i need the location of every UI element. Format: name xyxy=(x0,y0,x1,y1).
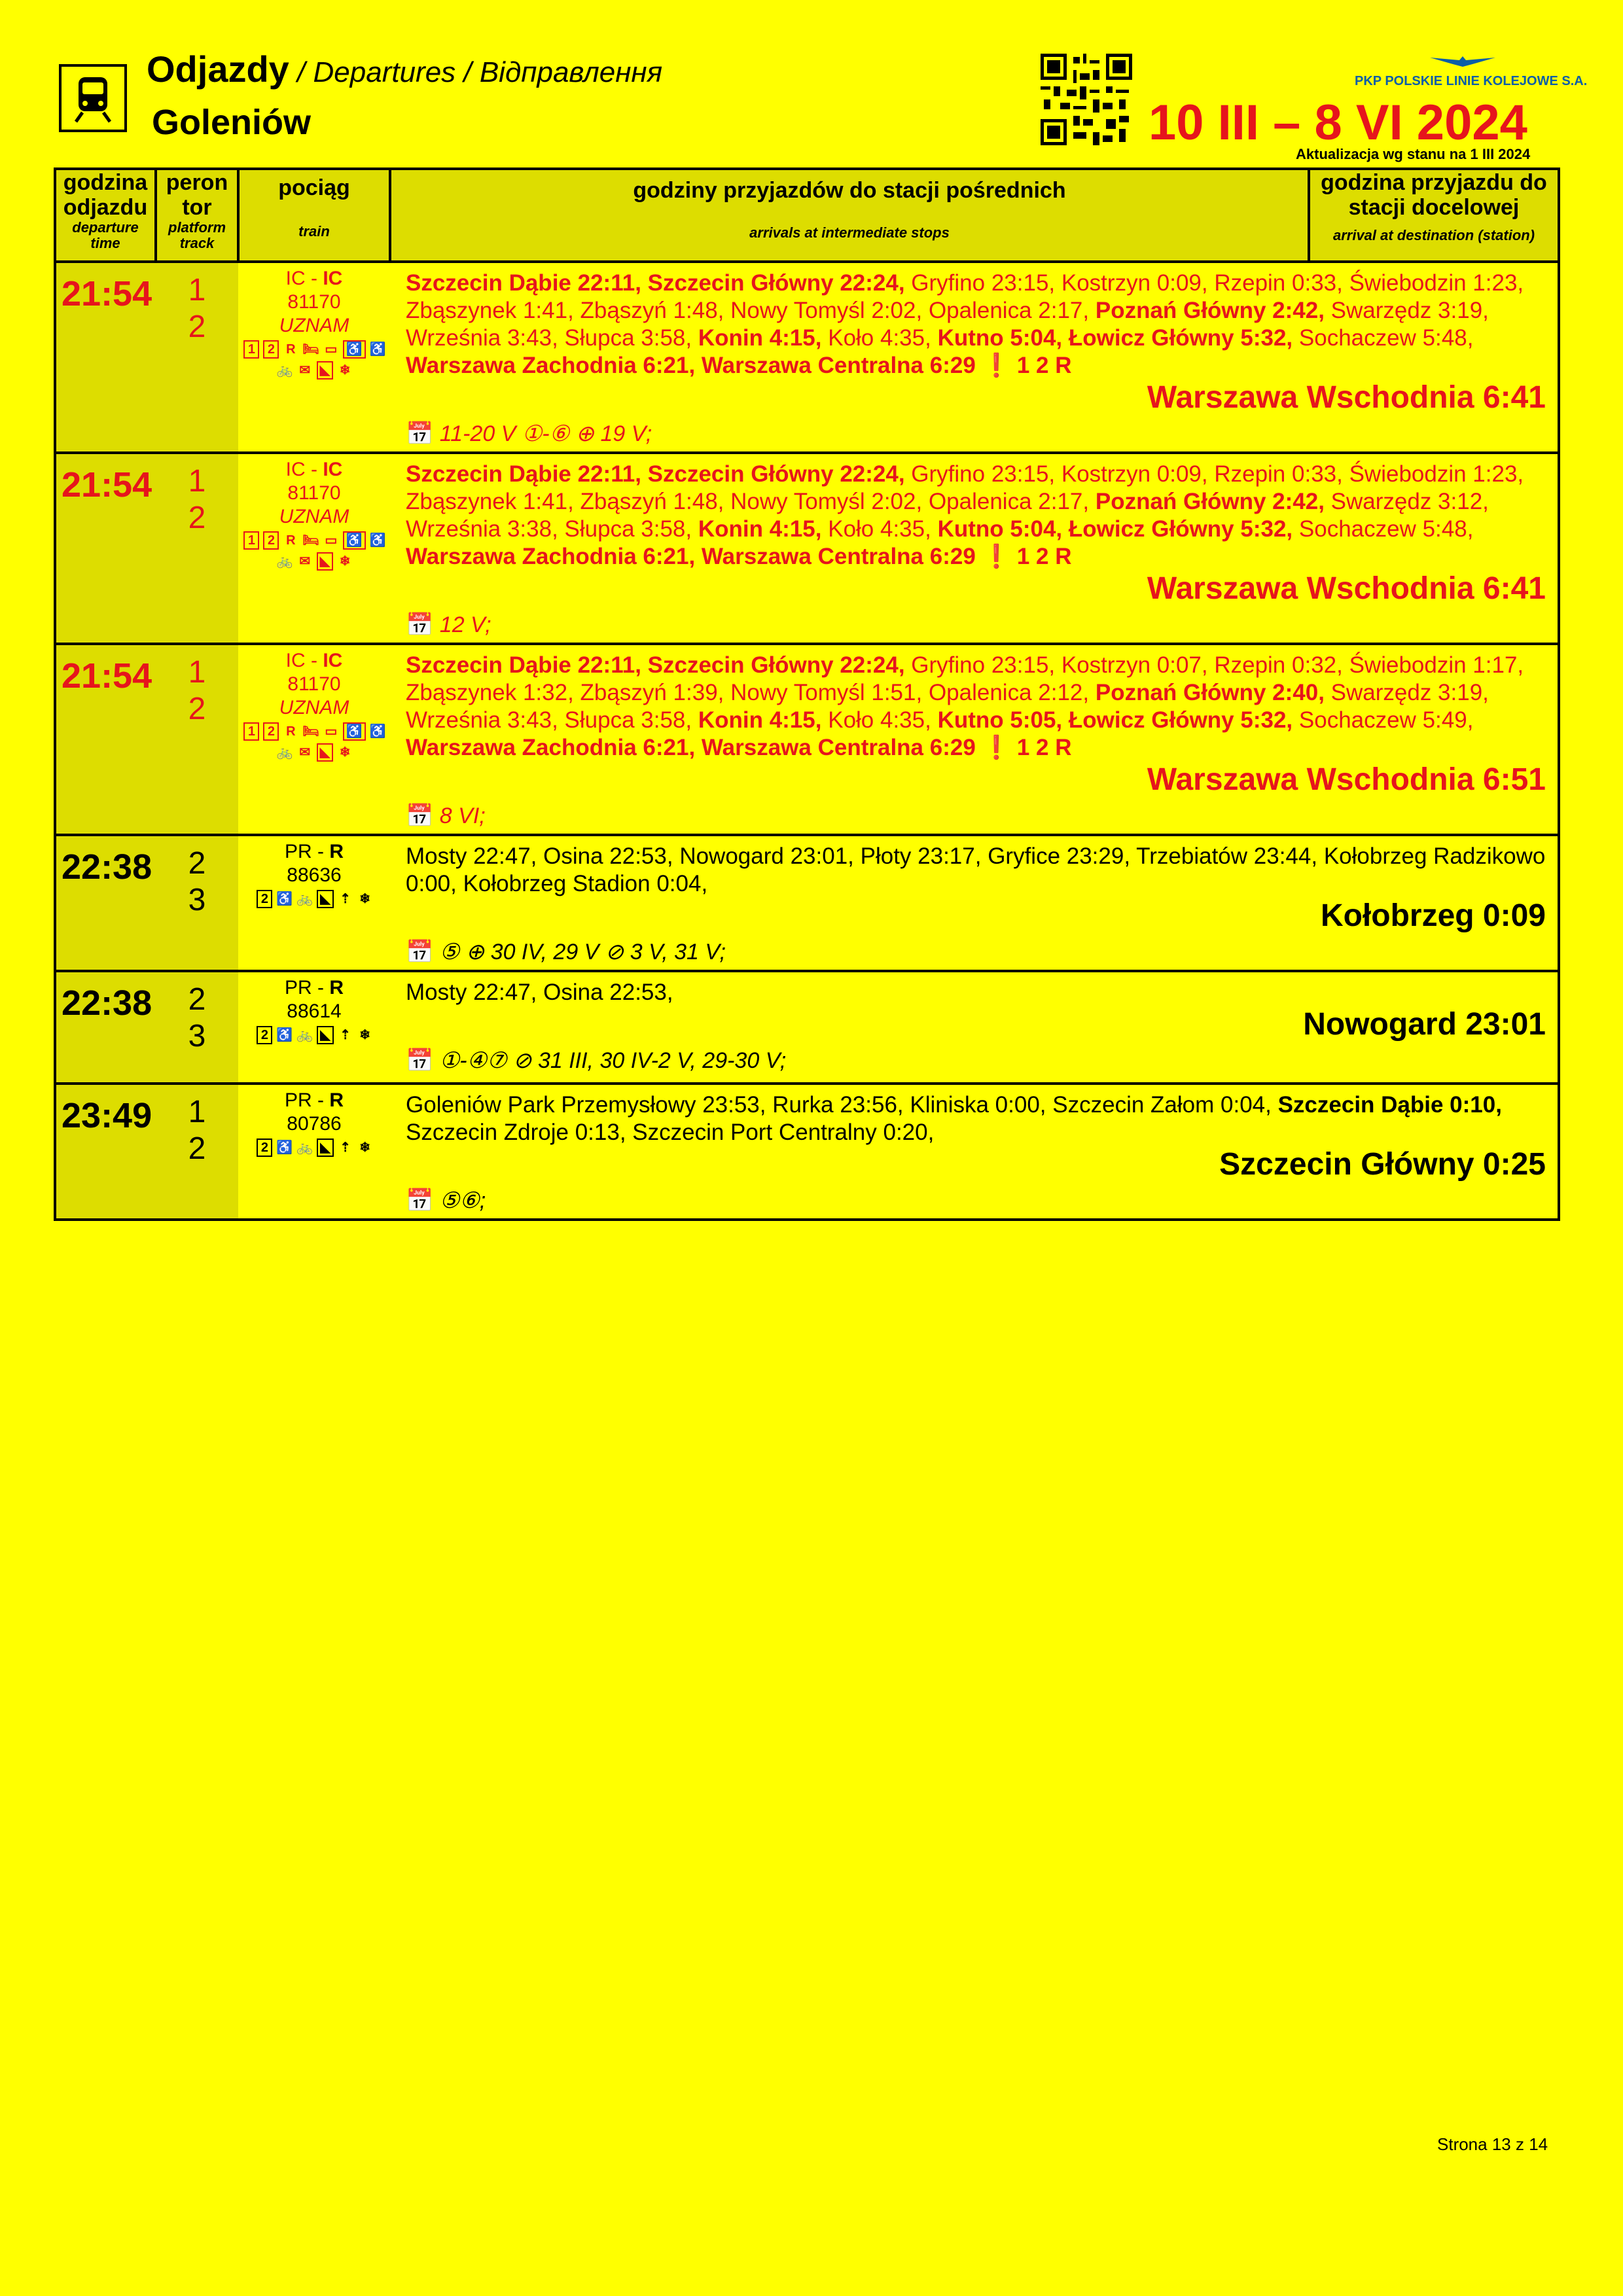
intermediate-stops: Mosty 22:47, Osina 22:53, xyxy=(406,980,673,1005)
class-2-icon: 2 xyxy=(263,722,279,741)
couchette-icon: ▭ xyxy=(325,724,338,739)
air-conditioning-icon: ❄ xyxy=(339,745,351,760)
qr-code-icon[interactable] xyxy=(1041,54,1132,145)
train-info xyxy=(238,835,390,971)
lift-icon: ⇡ xyxy=(340,1028,351,1042)
title-polish: Odjazdy xyxy=(147,48,289,90)
col-time-sub: departure time xyxy=(72,219,139,251)
departures-table xyxy=(54,168,1560,1221)
train-amenities xyxy=(238,1023,390,1050)
calendar-icon: 📅 xyxy=(406,1188,434,1213)
bicycle-icon: 🚲 xyxy=(276,363,293,378)
stops-cell xyxy=(390,262,1559,453)
track-number: 3 xyxy=(188,1019,206,1053)
calendar-icon: 📅 xyxy=(406,1048,434,1073)
track-number: 3 xyxy=(188,883,206,917)
train-name: UZNAM xyxy=(279,506,349,527)
destination-arrival: Warszawa Wschodnia 6:41 xyxy=(1147,380,1546,415)
col-train-label: pociąg xyxy=(278,175,350,200)
train-info xyxy=(238,453,390,644)
train-number: 88614 xyxy=(287,1000,342,1022)
wheelchair-icon: ♿ xyxy=(369,724,386,739)
platform-number: 2 xyxy=(188,982,206,1017)
col-departure-time xyxy=(55,169,156,262)
update-note: Aktualizacja wg stanu na 1 III 2024 xyxy=(1296,146,1531,162)
destination-arrival: Warszawa Wschodnia 6:51 xyxy=(1147,762,1546,797)
intermediate-stops: Szczecin Dąbie 22:11, Szczecin Główny 22:24, Gryfino 23:15, Kostrzyn 0:09, Rzepin 0:33, Świebodzin 1:23, Zbąszynek 1:41, Zbąszyń 1:48, Nowy Tomyśl 2:02, Opalenica 2:17, Poznań Główny 2:42, Swarzędz 3:19, Września 3:43, Słupca 3:58, Konin 4:15, Koło 4:35, Kutno 5:04, Łowicz Główny 5:32, Sochaczew 5:48, Warszawa Zachodnia 6:21, Warszawa Centralna 6:29 ❗ 1 2 R xyxy=(406,270,1524,378)
destination-arrival: Nowogard 23:01 xyxy=(1303,1007,1546,1042)
departure-time: 22:38 xyxy=(55,971,156,1084)
mail-icon: ✉ xyxy=(299,363,311,378)
stops-cell xyxy=(390,971,1559,1084)
train-number: 80786 xyxy=(287,1113,342,1135)
reservation-icon: R xyxy=(286,342,296,357)
sleeper-icon: 🛏 xyxy=(302,533,319,548)
platform-number: 1 xyxy=(188,655,206,690)
train-number: 81170 xyxy=(287,482,341,504)
running-days xyxy=(406,611,1546,639)
train-name: UZNAM xyxy=(279,315,349,336)
departure-time: 21:54 xyxy=(55,644,156,835)
class-2-icon: 2 xyxy=(263,340,279,359)
class-2-icon: 2 xyxy=(257,1139,272,1157)
intermediate-stops: Szczecin Dąbie 22:11, Szczecin Główny 22:24, Gryfino 23:15, Kostrzyn 0:07, Rzepin 0:32, Świebodzin 1:17, Zbąszynek 1:32, Zbąszyń 1:39, Nowy Tomyśl 1:51, Opalenica 2:12, Poznań Główny 2:40, Swarzędz 3:19, Września 3:43, Słupca 3:58, Konin 4:15, Koło 4:35, Kutno 5:05, Łowicz Główny 5:32, Sochaczew 5:49, Warszawa Zachodnia 6:21, Warszawa Centralna 6:29 ❗ 1 2 R xyxy=(406,652,1524,760)
destination-arrival: Szczecin Główny 0:25 xyxy=(1219,1147,1546,1182)
departure-row[interactable] xyxy=(55,644,1559,835)
bicycle-icon: 🚲 xyxy=(296,1028,313,1042)
train-amenities xyxy=(238,720,390,767)
col-time-label: godzina odjazdu xyxy=(63,170,148,220)
running-days xyxy=(406,938,1546,966)
air-conditioning-icon: ❄ xyxy=(339,363,351,378)
air-conditioning-icon: ❄ xyxy=(339,554,351,569)
track-number: 2 xyxy=(188,309,206,344)
class-2-icon: 2 xyxy=(263,531,279,550)
platform-track xyxy=(156,262,238,453)
calendar-text: 8 VI; xyxy=(439,804,486,828)
train-number: 81170 xyxy=(287,291,341,313)
stops-cell xyxy=(390,835,1559,971)
destination-arrival: Warszawa Wschodnia 6:41 xyxy=(1147,571,1546,606)
col-plat-sub: platform track xyxy=(168,219,226,251)
train-category: PR - R xyxy=(284,1089,344,1111)
bicycle-icon: 🚲 xyxy=(276,745,293,760)
platform-number: 2 xyxy=(188,846,206,881)
wifi-icon: ◣ xyxy=(317,552,333,571)
platform-track xyxy=(156,1084,238,1220)
track-number: 2 xyxy=(188,692,206,726)
pkp-wings-icon xyxy=(1427,54,1499,69)
stops-cell xyxy=(390,644,1559,835)
wheelchair-icon: ♿ xyxy=(276,1028,293,1042)
lift-icon: ⇡ xyxy=(340,892,351,906)
intermediate-stops: Szczecin Dąbie 22:11, Szczecin Główny 22:24, Gryfino 23:15, Kostrzyn 0:09, Rzepin 0:33, Świebodzin 1:23, Zbąszynek 1:41, Zbąszyń 1:48, Nowy Tomyśl 2:02, Opalenica 2:17, Poznań Główny 2:42, Swarzędz 3:12, Września 3:38, Słupca 3:58, Konin 4:15, Koło 4:35, Kutno 5:04, Łowicz Główny 5:32, Sochaczew 5:48, Warszawa Zachodnia 6:21, Warszawa Centralna 6:29 ❗ 1 2 R xyxy=(406,461,1524,569)
intermediate-stops: Mosty 22:47, Osina 22:53, Nowogard 23:01, Płoty 23:17, Gryfice 23:29, Trzebiatów 23:44, Kołobrzeg Radzikowo 0:00, Kołobrzeg Stadion 0:04, xyxy=(406,843,1546,896)
stops-cell xyxy=(390,453,1559,644)
platform-track xyxy=(156,971,238,1084)
reservation-icon: R xyxy=(286,724,296,739)
train-info xyxy=(238,262,390,453)
train-category: PR - R xyxy=(284,977,344,998)
pkp-logo xyxy=(1355,54,1588,89)
class-1-icon: 1 xyxy=(243,722,259,741)
col-platform xyxy=(156,169,238,262)
wheelchair-icon: ♿ xyxy=(369,342,386,357)
couchette-icon: ▭ xyxy=(325,533,338,548)
train-number: 88636 xyxy=(287,864,342,886)
departure-time: 21:54 xyxy=(55,262,156,453)
train-category: IC - IC xyxy=(285,459,343,480)
col-train-sub: train xyxy=(298,223,330,239)
air-conditioning-icon: ❄ xyxy=(359,1028,370,1042)
train-icon xyxy=(59,64,127,132)
page-number: Strona 13 z 14 xyxy=(1437,2134,1548,2154)
departure-time: 21:54 xyxy=(55,453,156,644)
page-title xyxy=(147,48,663,90)
running-days xyxy=(406,420,1546,448)
train-info xyxy=(238,1084,390,1220)
platform-number: 1 xyxy=(188,1095,206,1129)
wifi-icon: ◣ xyxy=(317,890,333,908)
col-plat-label: peron tor xyxy=(166,170,228,220)
train-name: UZNAM xyxy=(279,697,349,718)
wifi-icon: ◣ xyxy=(317,361,333,380)
calendar-icon: 📅 xyxy=(406,940,434,964)
mail-icon: ✉ xyxy=(299,745,311,760)
class-1-icon: 1 xyxy=(243,340,259,359)
calendar-icon: 📅 xyxy=(406,804,434,828)
departure-row[interactable] xyxy=(55,453,1559,644)
train-amenities xyxy=(238,887,390,913)
calendar-text: 12 V; xyxy=(439,612,491,637)
wheelchair-space-icon: ♿ xyxy=(343,722,366,741)
calendar-icon: 📅 xyxy=(406,612,434,637)
track-number: 2 xyxy=(188,501,206,535)
platform-track xyxy=(156,644,238,835)
calendar-text: ⑤ ⊕ 30 IV, 29 V ⊘ 3 V, 31 V; xyxy=(439,940,726,964)
lift-icon: ⇡ xyxy=(340,1140,351,1155)
wifi-icon: ◣ xyxy=(317,1026,333,1044)
wheelchair-space-icon: ♿ xyxy=(343,340,366,359)
wheelchair-icon: ♿ xyxy=(276,1140,293,1155)
class-1-icon: 1 xyxy=(243,531,259,550)
train-info xyxy=(238,971,390,1084)
running-days xyxy=(406,1187,1546,1214)
col-destination xyxy=(1309,169,1559,262)
station-name: Goleniów xyxy=(152,103,311,142)
col-dest-label: godzina przyjazdu do stacji docelowej xyxy=(1321,170,1547,220)
calendar-text: ①-④⑦ ⊘ 31 III, 30 IV-2 V, 29-30 V; xyxy=(439,1048,787,1073)
bicycle-icon: 🚲 xyxy=(296,1140,313,1155)
departure-time: 23:49 xyxy=(55,1084,156,1220)
train-number: 81170 xyxy=(287,673,341,695)
departure-row[interactable] xyxy=(55,971,1559,1084)
calendar-text: 11-20 V ①-⑥ ⊕ 19 V; xyxy=(439,421,652,446)
train-category: IC - IC xyxy=(285,268,343,289)
calendar-icon: 📅 xyxy=(406,421,434,446)
running-days xyxy=(406,1047,1546,1074)
departure-row[interactable] xyxy=(55,262,1559,453)
class-2-icon: 2 xyxy=(257,1026,272,1044)
intermediate-stops: Goleniów Park Przemysłowy 23:53, Rurka 23:56, Kliniska 0:00, Szczecin Załom 0:04, Szczecin Dąbie 0:10, Szczecin Zdroje 0:13, Szczecin Port Centralny 0:20, xyxy=(406,1092,1502,1145)
col-dest-sub: arrival at destination (station) xyxy=(1332,227,1535,243)
train-info xyxy=(238,644,390,835)
platform-track xyxy=(156,835,238,971)
running-days xyxy=(406,802,1546,830)
wifi-icon: ◣ xyxy=(317,1139,333,1157)
destination-arrival: Kołobrzeg 0:09 xyxy=(1320,898,1546,933)
validity-period: 10 III – 8 VI 2024 xyxy=(1149,95,1527,150)
reservation-icon: R xyxy=(286,533,296,548)
wheelchair-icon: ♿ xyxy=(369,533,386,548)
couchette-icon: ▭ xyxy=(325,342,338,357)
stops-cell xyxy=(390,1084,1559,1220)
sleeper-icon: 🛏 xyxy=(302,724,319,739)
track-number: 2 xyxy=(188,1131,206,1166)
platform-track xyxy=(156,453,238,644)
platform-number: 1 xyxy=(188,273,206,308)
title-translations: / Departures / Відправлення xyxy=(289,56,663,88)
platform-number: 1 xyxy=(188,464,206,499)
calendar-text: ⑤⑥; xyxy=(439,1188,486,1213)
train-category: PR - R xyxy=(284,841,344,862)
col-stops-label: godziny przyjazdów do stacji pośrednich xyxy=(633,178,1066,203)
train-amenities xyxy=(238,338,390,385)
train-amenities xyxy=(238,529,390,576)
departure-time: 22:38 xyxy=(55,835,156,971)
mail-icon: ✉ xyxy=(299,554,311,569)
bicycle-icon: 🚲 xyxy=(276,554,293,569)
air-conditioning-icon: ❄ xyxy=(359,892,370,906)
wheelchair-icon: ♿ xyxy=(276,892,293,906)
air-conditioning-icon: ❄ xyxy=(359,1140,370,1155)
departure-row[interactable] xyxy=(55,1084,1559,1220)
sleeper-icon: 🛏 xyxy=(302,342,319,357)
train-amenities xyxy=(238,1136,390,1162)
class-2-icon: 2 xyxy=(257,890,272,908)
col-stops-sub: arrivals at intermediate stops xyxy=(749,224,950,241)
train-category: IC - IC xyxy=(285,650,343,671)
col-intermediate-stops xyxy=(390,169,1309,262)
operator-name: PKP POLSKIE LINIE KOLEJOWE S.A. xyxy=(1355,74,1588,88)
bicycle-icon: 🚲 xyxy=(296,892,313,906)
wifi-icon: ◣ xyxy=(317,743,333,762)
wheelchair-space-icon: ♿ xyxy=(343,531,366,550)
departure-row[interactable] xyxy=(55,835,1559,971)
col-train xyxy=(238,169,390,262)
